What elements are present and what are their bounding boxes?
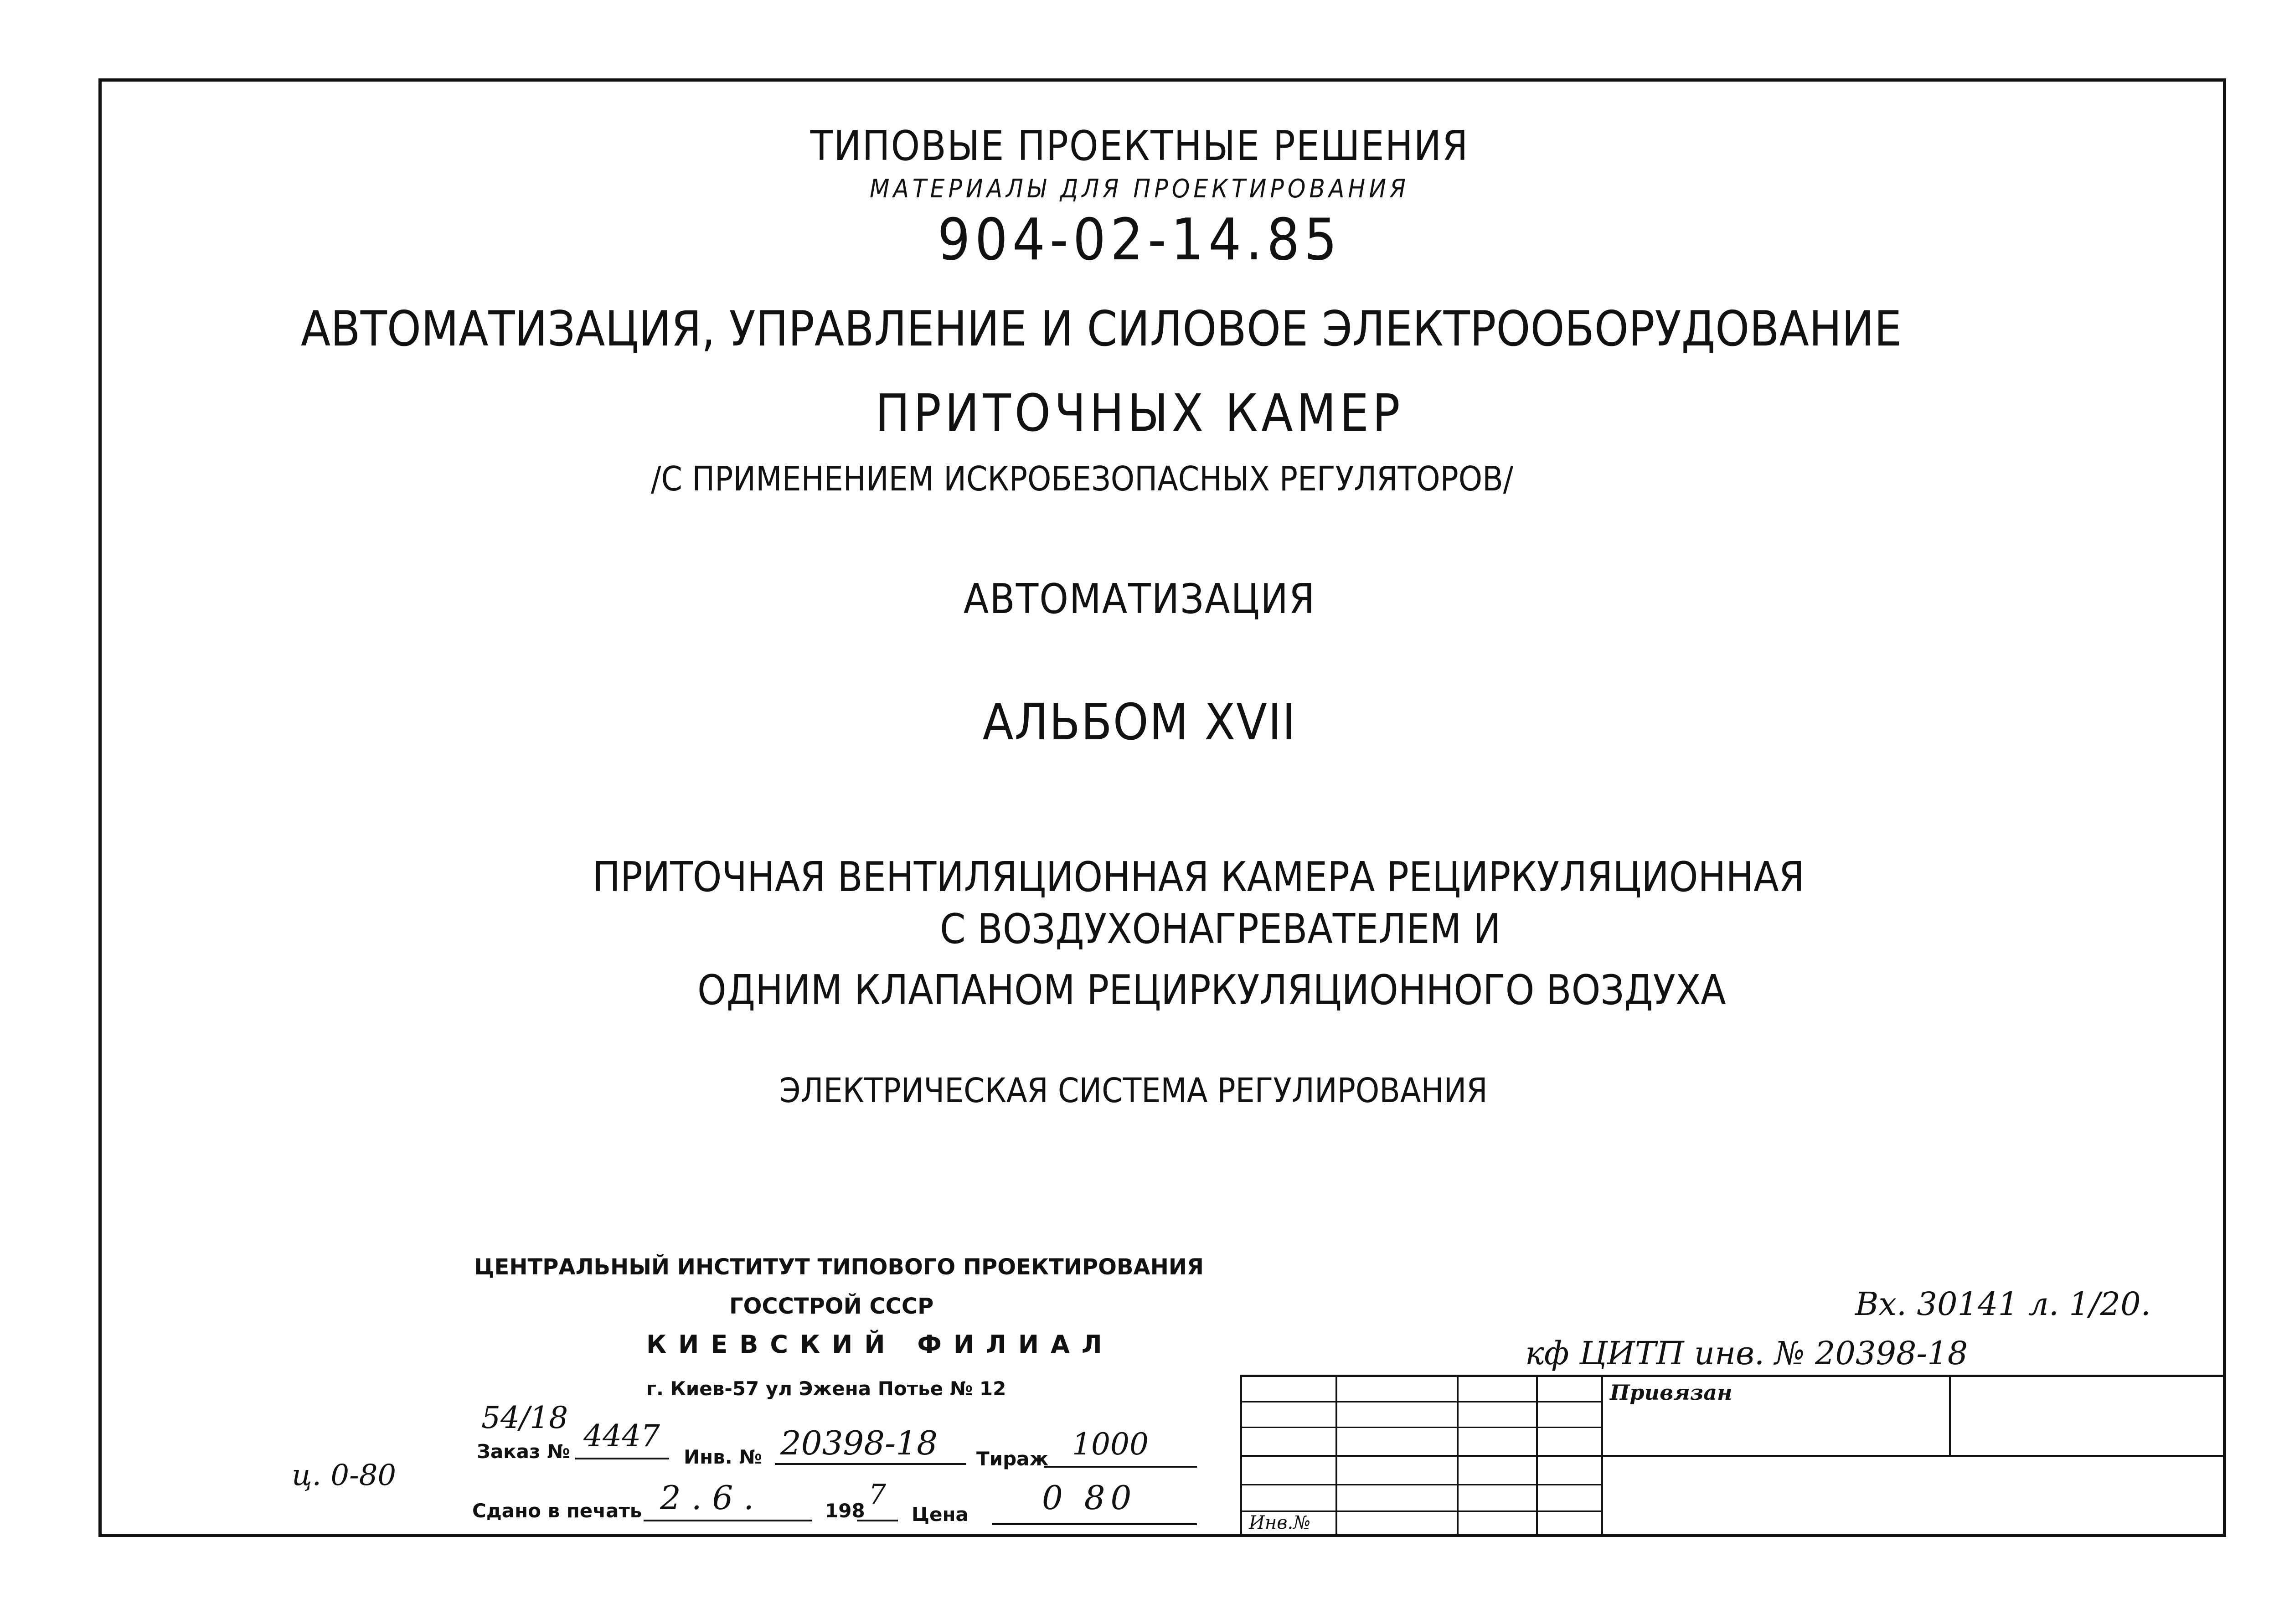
section-title: АВТОМАТИЗАЦИЯ: [963, 575, 1316, 623]
left-note: ц. 0-80: [292, 1459, 397, 1492]
stamp-top-line: [1240, 1375, 2224, 1377]
album-title: АЛЬБОМ XVII: [982, 693, 1297, 751]
main-title-line3: /С ПРИМЕНЕНИЕМ ИСКРОБЕЗОПАСНЫХ РЕГУЛЯТОРОВ/: [651, 459, 1514, 499]
price-label: Цена: [912, 1503, 969, 1526]
main-title-line2: ПРИТОЧНЫХ КАМЕР: [875, 384, 1404, 443]
header-series: ТИПОВЫЕ ПРОЕКТНЫЕ РЕШЕНИЯ: [810, 122, 1469, 170]
run-value: 1000: [1072, 1427, 1149, 1462]
stamp-inv-no-label: Инв.№: [1249, 1512, 1311, 1533]
inv-value: 20398-18: [780, 1424, 938, 1462]
inv-label: Инв. №: [684, 1446, 762, 1468]
stamp-inventory-line: кф ЦИТП инв. № 20398-18: [1525, 1335, 1968, 1372]
stamp-note: Вх. 30141 л. 1/20.: [1855, 1285, 2151, 1323]
stamp-row-4: [1240, 1484, 1603, 1485]
publisher-agency: ГОССТРОЙ СССР: [729, 1294, 934, 1319]
document-code: 904-02-14.85: [937, 206, 1342, 273]
subject-line3: ОДНИМ КЛАПАНОМ РЕЦИРКУЛЯЦИОННОГО ВОЗДУХА: [697, 966, 1726, 1014]
stamp-col-5: [1949, 1375, 1951, 1455]
print-label: Сдано в печать: [472, 1500, 642, 1522]
publisher-branch: КИЕВСКИЙ ФИЛИАЛ: [646, 1330, 1114, 1359]
print-date-value: 2 . 6 .: [660, 1479, 754, 1517]
stamp-row-1: [1240, 1401, 1603, 1402]
year-value: 7: [869, 1479, 887, 1511]
subject-line1: ПРИТОЧНАЯ ВЕНТИЛЯЦИОННАЯ КАМЕРА РЕЦИРКУЛЯЦИОННАЯ: [593, 853, 1805, 901]
publisher-address: г. Киев-57 ул Эжена Потье № 12: [646, 1377, 1006, 1400]
stamp-bound-label: Привязан: [1610, 1380, 1732, 1405]
year-label: 198: [825, 1500, 865, 1522]
order-label: Заказ №: [477, 1440, 570, 1463]
order-value: 4447: [583, 1418, 660, 1454]
main-title-line1: АВТОМАТИЗАЦИЯ, УПРАВЛЕНИЕ И СИЛОВОЕ ЭЛЕКТРООБОРУДОВАНИЕ: [301, 301, 1902, 357]
imprint-handwritten-top: 54/18: [481, 1400, 568, 1435]
stamp-row-5: [1240, 1511, 1603, 1512]
system-title: ЭЛЕКТРИЧЕСКАЯ СИСТЕМА РЕГУЛИРОВАНИЯ: [779, 1071, 1488, 1110]
stamp-row-3: [1240, 1455, 2224, 1457]
subject-line2: С ВОЗДУХОНАГРЕВАТЕЛЕМ И: [940, 905, 1501, 953]
price-value: 0 80: [1042, 1479, 1137, 1517]
stamp-row-2: [1240, 1427, 1603, 1428]
header-subseries: МАТЕРИАЛЫ ДЛЯ ПРОЕКТИРОВАНИЯ: [869, 174, 1409, 204]
run-label: Тираж: [976, 1448, 1049, 1470]
publisher-institute: ЦЕНТРАЛЬНЫЙ ИНСТИТУТ ТИПОВОГО ПРОЕКТИРОВАНИЯ: [474, 1254, 1204, 1280]
